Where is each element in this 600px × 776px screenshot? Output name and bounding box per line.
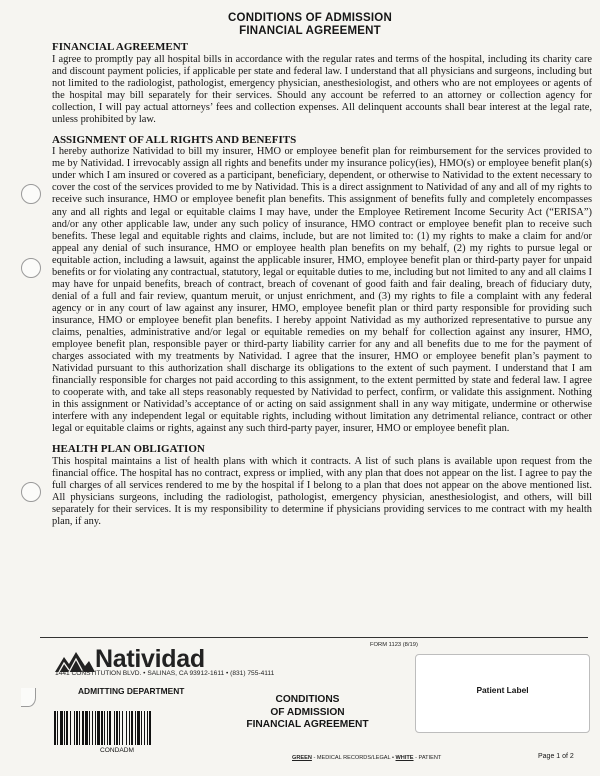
department-name: ADMITTING DEPARTMENT xyxy=(78,686,185,696)
footer-divider xyxy=(40,637,588,638)
patient-label-box xyxy=(415,654,590,733)
document-body xyxy=(52,41,592,536)
section-heading: HEALTH PLAN OBLIGATION xyxy=(52,443,205,456)
hospital-address: 1441 CONSTITUTION BLVD. • SALINAS, CA 93912-1611 • (831) 755-4111 xyxy=(55,670,275,677)
form-number: FORM 1123 (8/19) xyxy=(370,642,418,648)
logo-wordmark: Natividad xyxy=(95,645,205,673)
binder-hole xyxy=(21,482,41,502)
mountain-logo-icon xyxy=(55,650,95,672)
section-assignment-of-rights xyxy=(52,134,592,436)
copy-green-desc: - MEDICAL RECORDS/LEGAL • xyxy=(311,755,396,761)
section-heading: FINANCIAL AGREEMENT xyxy=(52,41,188,53)
section-financial-agreement xyxy=(52,41,592,126)
form-title-line: OF ADMISSION xyxy=(270,706,345,718)
form-title xyxy=(245,694,370,732)
copy-white-label: WHITE xyxy=(395,755,414,761)
natividad-logo xyxy=(55,647,205,672)
page-number: Page 1 of 2 xyxy=(538,753,574,760)
title-line-1: CONDITIONS OF ADMISSION xyxy=(228,12,392,24)
title-line-2: FINANCIAL AGREEMENT xyxy=(239,25,381,37)
barcode xyxy=(52,711,182,747)
section-text: This hospital maintains a list of health plans with which it contracts. A list of such plans is available upon request from the financial office. The hospital has no contract, express or implied, with any plan that does not appear on the list. I agree to pay the full charges of all services rendered to me by the hospital if I belong to a plan that does not appear on the above mentioned list. All physicians surgeons, including the radiologist, pathologist, emergency physician, anesthesiologist, and others, will bill separately for their services. It is my responsibility to determine if physicians providing services to me contract with my health plan, if any. xyxy=(52,455,592,528)
copy-white-desc: - PATIENT xyxy=(413,755,442,761)
binder-hole xyxy=(21,258,41,278)
copy-green-label: GREEN xyxy=(292,755,312,761)
form-title-line: FINANCIAL AGREEMENT xyxy=(246,719,369,730)
section-text: I agree to promptly pay all hospital bills in accordance with the regular rates and terms of the hospital, including its charity care and discount payment policies, if applicable per state and federal law. I understand that all physicians and surgeons, including but not limited to the radiologist, pathologist, emergency physician, anesthesiologist, and others who are not employees or agents of the hospital may bill separately for their services. Should any account be referred to an attorney or collection agency for collection, I will pay actual attorneys’ fees and collection expenses. All delinquent accounts shall bear interest at the legal rate, unless prohibited by law. xyxy=(52,53,592,125)
binder-hole xyxy=(21,184,41,204)
section-heading: ASSIGNMENT OF ALL RIGHTS AND BENEFITS xyxy=(52,133,297,146)
form-title-line: CONDITIONS xyxy=(275,694,340,705)
section-text: I hereby authorize Natividad to bill my insurer, HMO or employee benefit plan for reimbursement for the services provided to me by Natividad. I irrevocably assign all rights and benefits under my insurance policy(ies), HMO(s) or employee benefit plan(s) under which I am insured or covered as a participant, beneficiary, dependent, or otherwise to Natividad to the extent necessary to cover the cost of the services provided to me by Natividad. This is a direct assignment to Natividad of any and all of my rights to receive such insurance, HMO or employee benefit plan benefits. This assignment of benefits fully and completely encompasses any and all rights and legal or equitable claims I may have, under the Employee Retirement Income Security Act (“ERISA”) and/or any other applicable law, under any such policy of insurance, HMO contract or employee benefit plan to receive such benefits. These legal and equitable rights and claims, include, but are not limited to: (1) my rights to make a claim for and/or appeal any denial of such insurance, HMO or employee health plan benefits on my behalf, (2) my rights to pursue legal or equitable action, including a lawsuit, against the applicable insurer, HMO, employee benefit plan or third-party payer for unpaid benefits or for violating any contractual, statutory, legal or equitable duties to me, including but not limited to any and all claims I may have for unpaid benefits, breach of contract, breach of covenant of good faith and fair dealing, breach of fiduciary duty, denial of a full and fair review, quantum meruit, or unjust enrichment, and (3) my rights to file a complaint with any federal agency or in any court of law against any insurer, HMO, employee benefit plan or third party responsible for providing such insurance, HMO or employee benefit plan benefits. I hereby appoint Natividad as my authorized representative to pursue any claims, penalties, administrative and/or legal or equitable remedies on my behalf for collection against any insurer, HMO, employee benefit plan, responsible payer or third-party liability carrier for any and all benefits due to me for the payment of charges associated with my treatments by Natividad. I agree that the insurer, HMO or employee benefit plan’s payment to Natividad pursuant to this authorization shall discharge its obligations to the extent of such payment. I understand that I am financially responsible for charges not paid according to this assignment, to the extent permitted by state and federal law. I agree to cooperate with, and take all steps reasonably requested by Natividad to perfect, confirm, or validate this assignment. Nothing in this assignment or Natividad’s acceptance of or acting on said assignment shall in any way mitigate, undermine or otherwise interfere with any independent legal or equitable rights, including without limitation any detrimental reliance, contract or other legal or equitable claims or rights, against any such third-party payer, insurer, HMO or employee benefit plan. xyxy=(52,146,592,435)
patient-label-text: Patient Label xyxy=(476,685,529,695)
binder-hole xyxy=(21,688,36,707)
document-title xyxy=(40,12,580,38)
barcode-caption: CONDADM xyxy=(99,747,135,754)
section-health-plan-obligation xyxy=(52,443,592,528)
copy-routing xyxy=(292,755,441,761)
